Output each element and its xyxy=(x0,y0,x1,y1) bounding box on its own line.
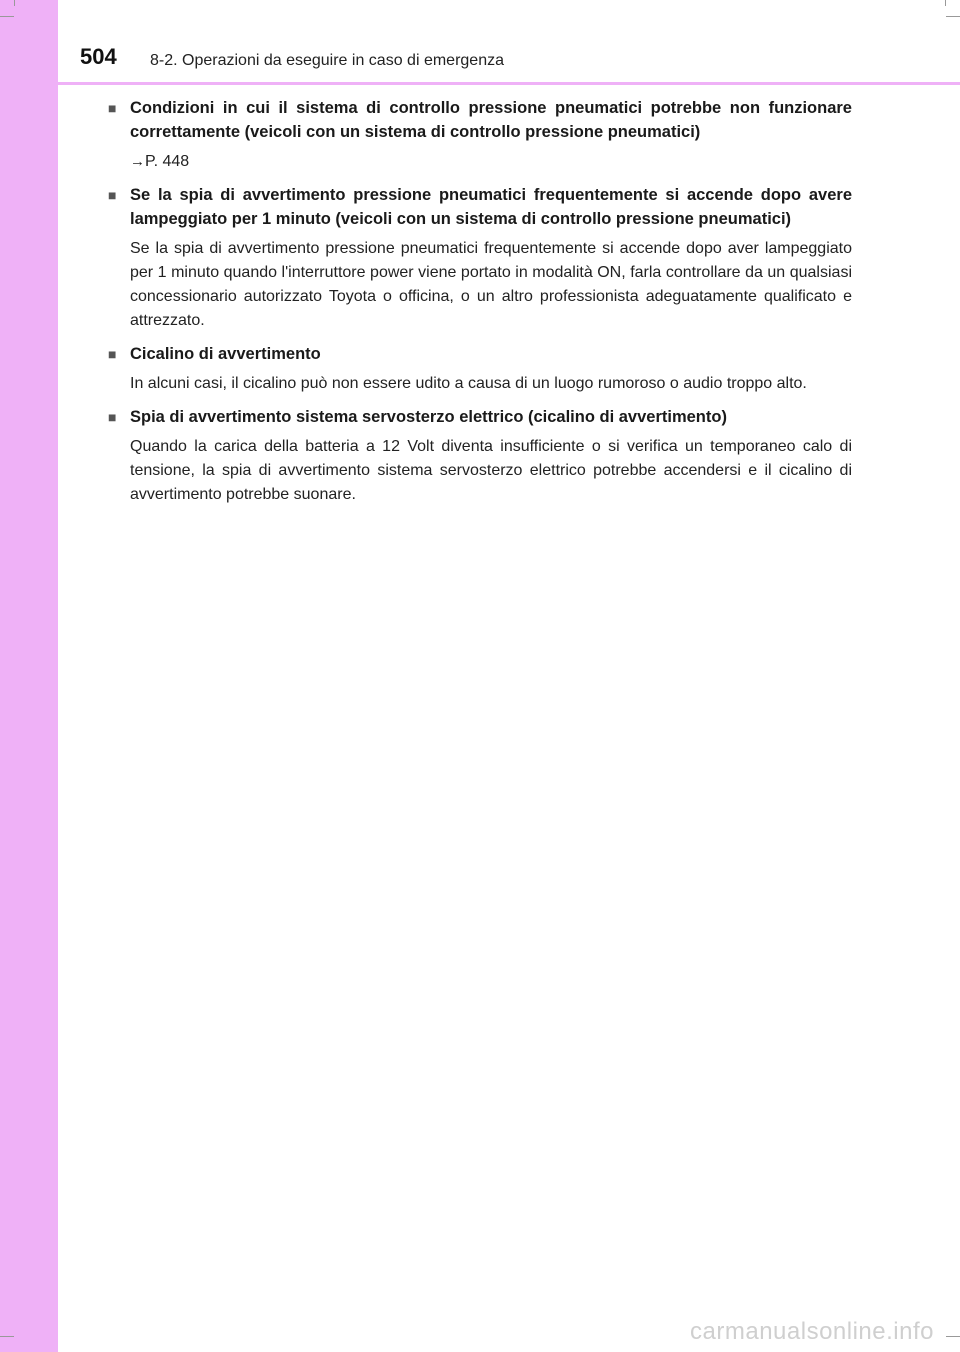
section-heading xyxy=(108,405,852,429)
heading-text: Cicalino di avvertimento xyxy=(130,345,321,363)
heading-text: Condizioni in cui il sistema di controllo pressione pneumatici potrebbe non funzionare correttamente (veicoli con un sistema di controllo pressione pneumatici) xyxy=(130,99,852,141)
side-color-band xyxy=(0,0,58,1352)
heading-text: Se la spia di avvertimento pressione pneumatici frequentemente si accende dopo avere lampeggiato per 1 minuto (veicoli con un sistema di controllo pressione pneumatici) xyxy=(130,186,852,228)
square-bullet-icon: ■ xyxy=(108,100,117,116)
square-bullet-icon: ■ xyxy=(108,187,117,203)
section-warning-buzzer xyxy=(108,342,852,396)
section-body: Se la spia di avvertimento pressione pneumatici frequentemente si accende dopo aver lampeggiato per 1 minuto quando l'interruttore power viene portato in modalità ON, farla controllare da un qualsiasi concessionario autorizzato Toyota o officina, o un altro professionista adeguatamente qualificato e attrezzato. xyxy=(130,240,852,329)
crop-mark xyxy=(0,1336,14,1337)
section-heading xyxy=(108,342,852,366)
crop-mark xyxy=(945,0,946,6)
arrow-right-icon: → xyxy=(130,153,145,170)
section-eps-warning xyxy=(108,405,852,507)
header-rule xyxy=(58,82,960,85)
crop-mark xyxy=(946,16,960,17)
page-content xyxy=(108,96,852,516)
section-body: Quando la carica della batteria a 12 Volt diventa insufficiente o si verifica un temporaneo calo di tensione, la spia di avvertimento sistema servosterzo elettrico potrebbe accendersi e il cicalino di avvertimento potrebbe suonare. xyxy=(130,438,852,503)
square-bullet-icon: ■ xyxy=(108,409,117,425)
section-body: In alcuni casi, il cicalino può non essere udito a causa di un luogo rumoroso o audio troppo alto. xyxy=(130,375,807,392)
chapter-title: 8-2. Operazioni da eseguire in caso di emergenza xyxy=(150,52,504,69)
crop-mark xyxy=(14,0,15,6)
page-number: 504 xyxy=(80,44,117,69)
square-bullet-icon: ■ xyxy=(108,346,117,362)
reference-text: P. 448 xyxy=(145,153,190,170)
page-reference[interactable] xyxy=(130,150,852,174)
crop-mark xyxy=(0,16,14,17)
crop-mark xyxy=(946,1336,960,1337)
section-tpms-conditions xyxy=(108,96,852,174)
heading-text: Spia di avvertimento sistema servosterzo elettrico (cicalino di avvertimento) xyxy=(130,408,727,426)
section-heading xyxy=(108,96,852,144)
section-heading xyxy=(108,183,852,231)
section-tpms-light xyxy=(108,183,852,333)
watermark-link[interactable]: carmanualsonline.info xyxy=(690,1318,934,1345)
